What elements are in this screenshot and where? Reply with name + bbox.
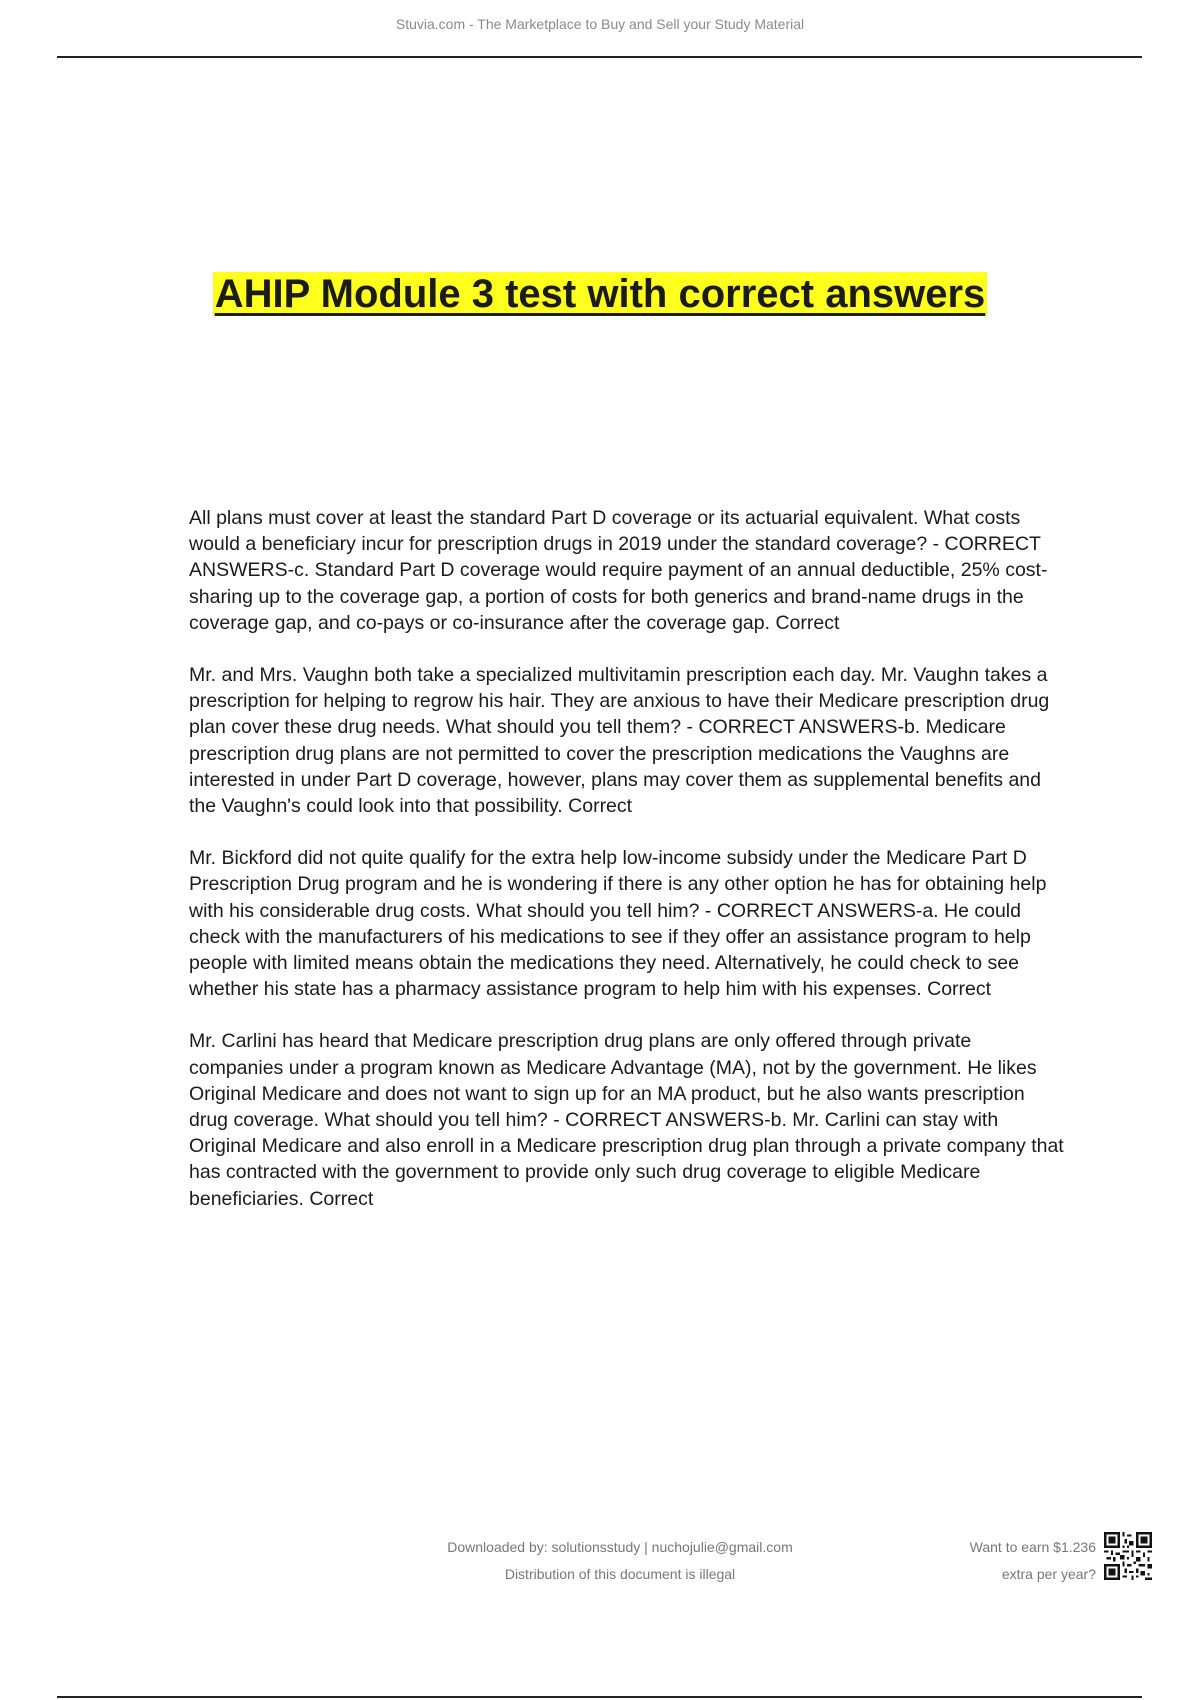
earn-promo-line-1: Want to earn $1.236 [969,1539,1096,1555]
page-header-text: Stuvia.com - The Marketplace to Buy and Sell your Study Material [395,16,805,32]
download-notice [420,1534,820,1588]
document-title [0,268,1200,320]
qa-item-3: Mr. Bickford did not quite qualify for the extra help low-income subsidy under the Medicare Part D Prescription Drug program and he is wondering if there is any other option he has for obtaining help with his considerable drug costs. What should you tell him? - CORRECT ANSWERS-a. He could check with the manufacturers of his medications to see if they offer an assistance program to help people with limited means obtain the medications they need. Alternatively, he could check to see whether his state has a pharmacy assistance program to help him with his expenses. Correct [189,847,1047,1001]
qa-item-1: All plans must cover at least the standard Part D coverage or its actuarial equivalent. What costs would a beneficiary incur for prescription drugs in 2019 under the standard coverage? - CORRECT ANSWERS-c. Standard Part D coverage would require payment of an annual deductible, 25% cost-sharing up to the coverage gap, a portion of costs for both generics and brand-name drugs in the coverage gap, and co-pays or co-insurance after the coverage gap. Correct [189,507,1048,634]
qr-code-icon[interactable] [1104,1532,1152,1580]
downloaded-by-text: Downloaded by: solutionsstudy | nuchojulie@gmail.com [447,1539,793,1555]
earn-promo-line-2: extra per year? [1001,1566,1096,1582]
distribution-notice: Distribution of this document is illegal [504,1566,736,1582]
document-title-text: AHIP Module 3 test with correct answers [214,272,986,316]
qa-list [189,505,1069,1238]
header-divider [57,56,1142,58]
qa-item-4: Mr. Carlini has heard that Medicare prescription drug plans are only offered through private companies under a program known as Medicare Advantage (MA), not by the government. He likes Original Medicare and does not want to sign up for an MA product, but he also wants prescription drug coverage. What should you tell him? - CORRECT ANSWERS-b. Mr. Carlini can stay with Original Medicare and also enroll in a Medicare prescription drug plan through a private company that has contracted with the government to provide only such drug coverage to eligible Medicare beneficiaries. Correct [189,1030,1064,1210]
earn-promo[interactable] [930,1534,1096,1588]
qa-item-2: Mr. and Mrs. Vaughn both take a specialized multivitamin prescription each day. Mr. Vaughn takes a prescription for helping to regrow his hair. They are anxious to have their Medicare prescription drug plan cover these drug needs. What should you tell them? - CORRECT ANSWERS-b. Medicare prescription drug plans are not permitted to cover the prescription medications the Vaughns are interested in under Part D coverage, however, plans may cover them as supplemental benefits and the Vaughn's could look into that possibility. Correct [189,664,1050,818]
footer-divider [57,1696,1142,1698]
